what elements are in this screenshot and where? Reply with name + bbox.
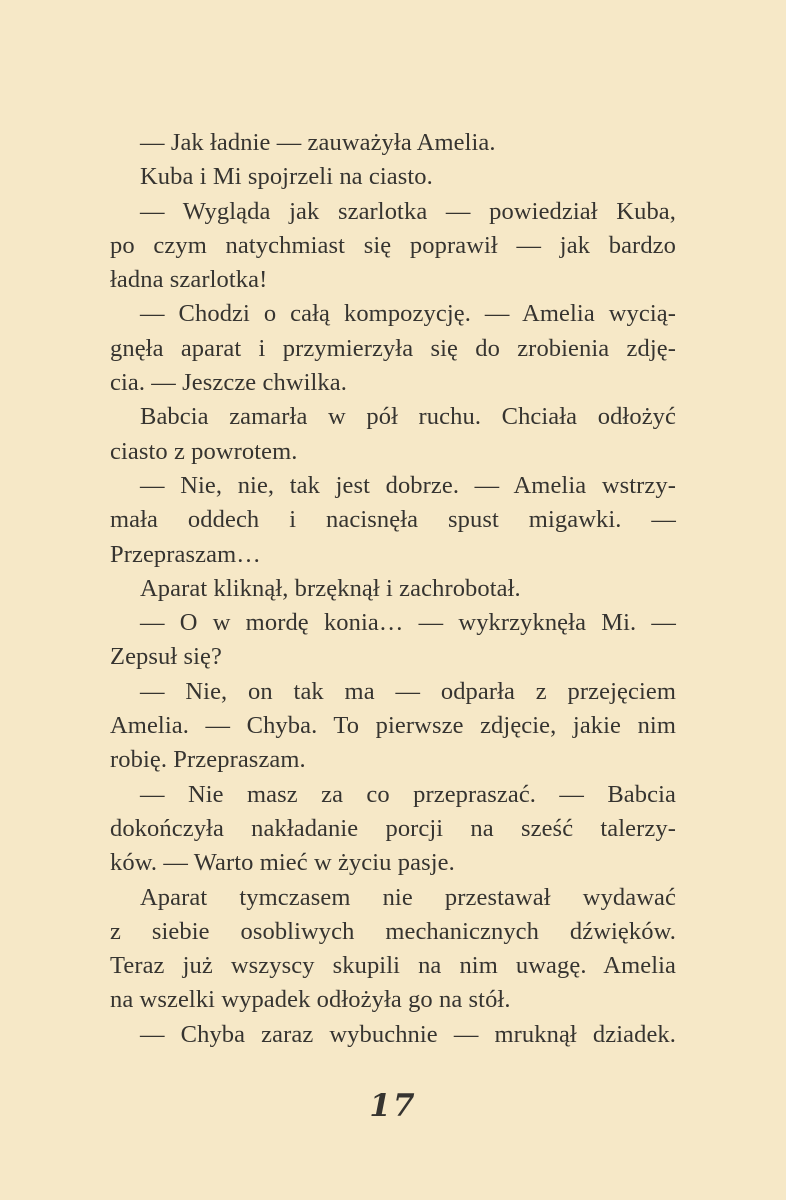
text-line: cia. — Jeszcze chwilka.	[110, 369, 347, 397]
page-number: 17	[369, 1088, 417, 1124]
text-block	[110, 126, 676, 1052]
text-line: — Wygląda jak szarlotka — powiedział Kuba,	[140, 197, 676, 225]
text-line: na wszelki wypadek odłożyła go na stół.	[110, 986, 511, 1014]
text-line: Amelia. — Chyba. To pierwsze zdjęcie, jakie nim	[110, 712, 676, 740]
text-line: Kuba i Mi spojrzeli na ciasto.	[140, 163, 433, 191]
text-line: ków. — Warto mieć w życiu pasje.	[110, 849, 455, 877]
text-line: — Nie, on tak ma — odparła z przejęciem	[140, 677, 676, 705]
text-line: — Chyba zaraz wybuchnie — mruknął dziadek.	[140, 1020, 676, 1048]
text-line: gnęła aparat i przymierzyła się do zrobienia zdję-	[110, 334, 676, 362]
text-line: — Nie, nie, tak jest dobrze. — Amelia wstrzy-	[140, 471, 676, 499]
text-line: po czym natychmiast się poprawił — jak bardzo	[110, 231, 676, 259]
text-line: Zepsuł się?	[110, 643, 222, 671]
text-line: ładna szarlotka!	[110, 266, 268, 294]
text-line: Przepraszam…	[110, 540, 261, 568]
text-line: — Jak ładnie — zauważyła Amelia.	[140, 129, 496, 156]
text-line: dokończyła nakładanie porcji na sześć talerzy-	[110, 814, 676, 842]
text-line: Aparat tymczasem nie przestawał wydawać	[140, 883, 676, 911]
text-line: robię. Przepraszam.	[110, 746, 306, 774]
text-line: z siebie osobliwych mechanicznych dźwięków.	[110, 917, 676, 945]
text-line: — Chodzi o całą kompozycję. — Amelia wycią-	[140, 300, 676, 328]
text-line: — Nie masz za co przepraszać. — Babcia	[140, 780, 676, 808]
text-line: — O w mordę konia… — wykrzyknęła Mi. —	[140, 609, 676, 637]
text-line: ciasto z powrotem.	[110, 437, 298, 465]
text-line: mała oddech i nacisnęła spust migawki. —	[110, 506, 676, 534]
text-line: Aparat kliknął, brzęknął i zachrobotał.	[140, 574, 521, 602]
text-line: Teraz już wszyscy skupili na nim uwagę. Amelia	[110, 952, 676, 980]
text-line: Babcia zamarła w pół ruchu. Chciała odłożyć	[140, 403, 676, 431]
